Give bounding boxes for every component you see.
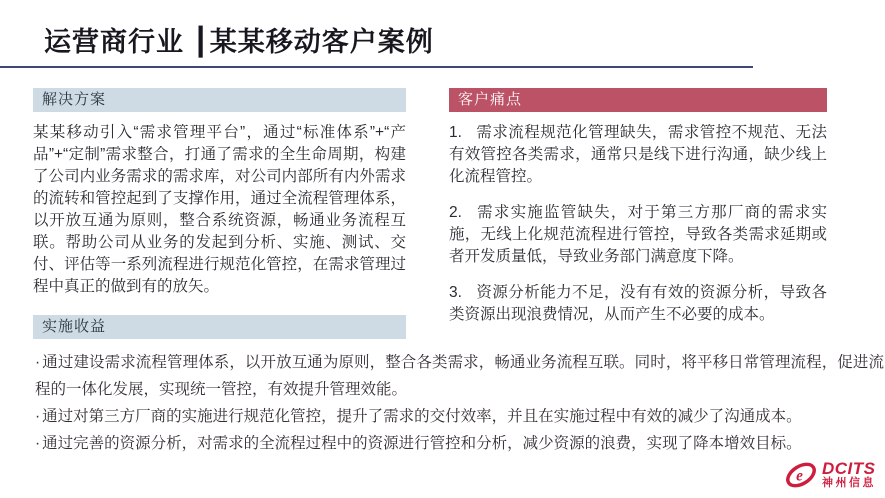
pain-point-number: 3. [449, 284, 462, 301]
logo-brand-text: DCITS [822, 459, 876, 478]
benefits-header: 实施收益 [33, 315, 406, 339]
bullet-icon: · [35, 435, 41, 452]
solution-body-text: 某某移动引入“需求管理平台”，通过“标准体系”+“产品”+“定制”需求整合，打通了需求的全生命周期，构建了公司内业务需求的需求库，对公司内部所有内外需求的流转和管控起到了支撑作用，通过全流程管理体系，以开放互通为原则，整合系统资源，畅通业务流程互联。帮助公司从业务的发起到分析、实施、测试、交付、评估等一系列流程进行规范化管控，在需求管理过程中真正的做到有的放矢。 [33, 124, 406, 295]
pain-point-text: 资源分析能力不足，没有有效的资源分析，导致各类资源出现浪费情况，从而产生不必要的成本。 [449, 284, 827, 323]
benefit-text: 通过建设需求流程管理体系，以开放互通为原则，整合各类需求，畅通业务流程互联。同时，将平移日常管理流程，促进流程的一体化发展，实现统一管控，有效提升管理效能。 [35, 354, 884, 398]
page-title: 运营商行业 ┃某某移动客户案例 [44, 27, 434, 57]
pain-point-item [449, 282, 827, 326]
benefit-item [35, 403, 884, 430]
benefits-body [35, 349, 884, 457]
svg-text:e: e [796, 467, 803, 485]
pain-point-number: 1. [449, 124, 462, 141]
bullet-icon: · [35, 408, 41, 425]
dcits-swirl-icon [784, 459, 818, 491]
bullet-icon: · [35, 354, 41, 371]
pain-point-text: 需求流程规范化管理缺失，需求管控不规范、无法有效管控各类需求，通常只是线下进行沟通，缺少线上化流程管控。 [449, 124, 827, 185]
solution-header: 解决方案 [33, 88, 406, 112]
logo-company-text: 神州信息 [822, 477, 876, 489]
pain-point-number: 2. [449, 204, 462, 221]
pain-point-text: 需求实施监管缺失，对于第三方那厂商的需求实施，无线上化规范流程进行管控，导致各类需求延期或者开发质量低，导致业务部门满意度下降。 [449, 204, 827, 265]
logo-text-block [822, 460, 876, 490]
benefit-text: 通过对第三方厂商的实施进行规范化管控，提升了需求的交付效率，并且在实施过程中有效的减少了沟通成本。 [42, 408, 802, 425]
pain-point-item [449, 202, 827, 268]
pain-points-header: 客户痛点 [449, 88, 827, 112]
solution-panel [33, 88, 406, 298]
title-divider [0, 66, 753, 68]
benefit-item [35, 349, 884, 403]
benefit-text: 通过完善的资源分析，对需求的全流程过程中的资源进行管控和分析，减少资源的浪费，实现了降本增效目标。 [42, 435, 802, 452]
pain-points-panel [449, 88, 827, 340]
pain-point-item [449, 122, 827, 188]
benefit-item [35, 430, 884, 457]
benefits-panel [33, 315, 406, 339]
dcits-logo [784, 459, 876, 491]
